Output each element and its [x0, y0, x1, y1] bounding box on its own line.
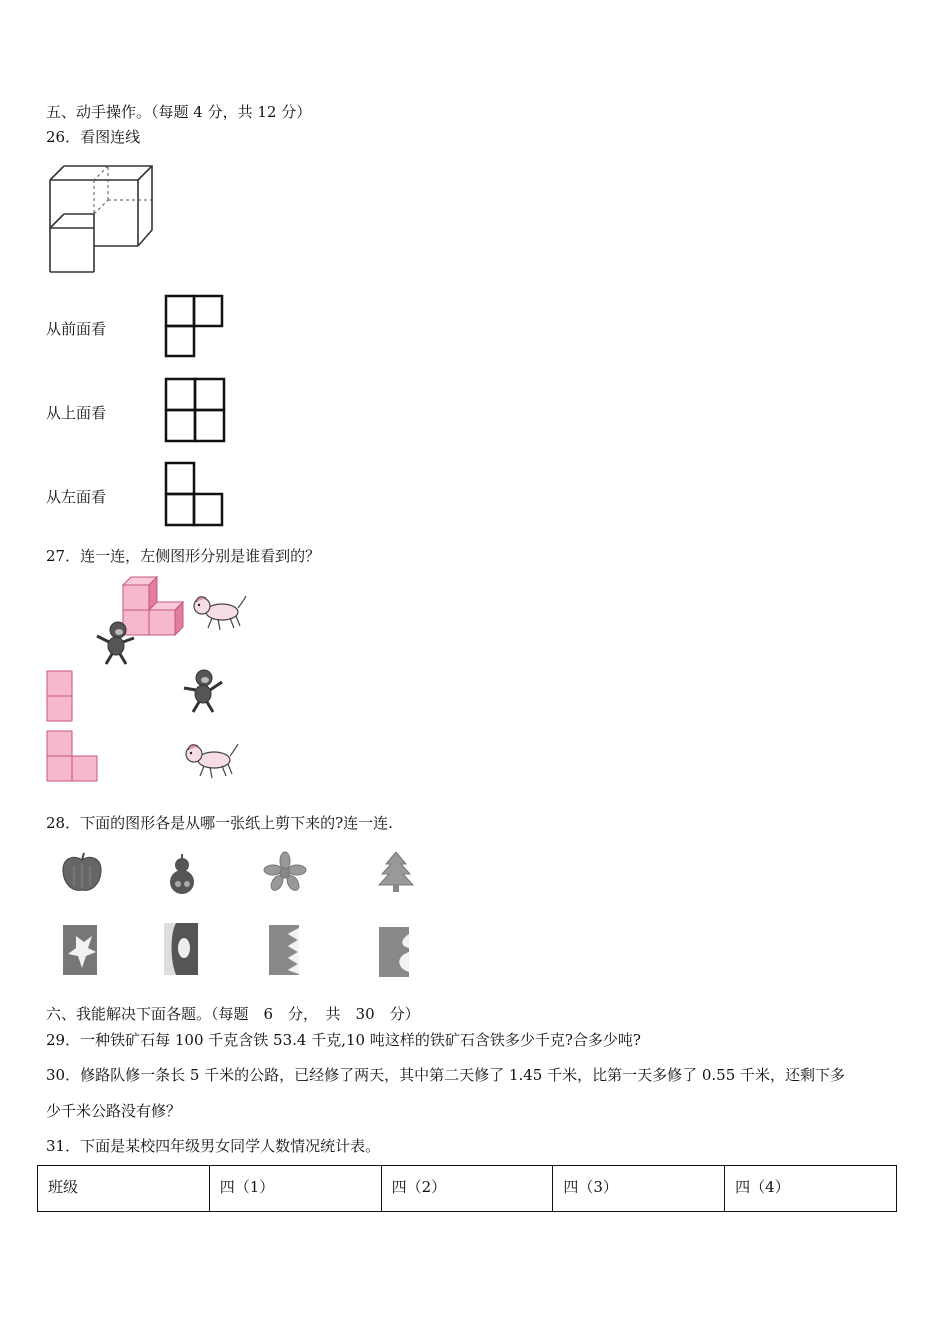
- q30-text-line2: 少千米公路没有修？: [46, 1102, 182, 1120]
- view-shape-left: [164, 461, 224, 527]
- q26-title: 26．看图连线: [46, 128, 141, 146]
- dog-icon: [182, 738, 240, 780]
- student-stats-table: [37, 1165, 897, 1212]
- paper-round-bite-icon: [378, 926, 414, 978]
- gourd-cutout-icon: [162, 852, 202, 896]
- table-header-cell: 班级: [38, 1166, 210, 1212]
- table-header-cell: 四（3）: [553, 1166, 725, 1212]
- answer-shape-l: [46, 730, 100, 782]
- section6-heading: 六、我能解决下面各题。（每题 6 分， 共 30 分）: [46, 1005, 420, 1023]
- apple-cutout-icon: [60, 852, 104, 894]
- monkey-icon: [92, 620, 138, 666]
- table-header-cell: 四（4）: [725, 1166, 897, 1212]
- table-header-row: [38, 1166, 897, 1212]
- view-label-front: 从前面看: [46, 320, 107, 338]
- q30-text-line1: 30．修路队修一条长 5 千米的公路，已经修了两天，其中第二天修了 1.45 千米，比第一天多修了 0.55 千米，还剩下多: [46, 1066, 846, 1084]
- view-shape-top: [164, 377, 226, 443]
- paper-zigzag-cut-icon: [268, 924, 302, 976]
- q26-3d-figure: [46, 160, 158, 276]
- q27-title: 27．连一连，左侧图形分别是谁看到的？: [46, 547, 321, 565]
- section5-heading: 五、动手操作。（每题 4 分，共 12 分）: [46, 103, 312, 121]
- table-header-cell: 四（2）: [381, 1166, 553, 1212]
- tree-cutout-icon: [376, 850, 416, 894]
- monkey-icon: [180, 668, 226, 714]
- q29-text: 29．一种铁矿石每 100 千克含铁 53.4 千克,10 吨这样的铁矿石含铁多少千克?合多少吨?: [46, 1031, 641, 1049]
- answer-shape-column: [46, 670, 74, 722]
- q31-text: 31．下面是某校四年级男女同学人数情况统计表。: [46, 1137, 381, 1155]
- flower-cutout-icon: [262, 852, 308, 892]
- dog-icon: [190, 590, 248, 632]
- paper-leaf-hole-icon: [62, 924, 98, 976]
- view-label-top: 从上面看: [46, 404, 107, 422]
- table-header-cell: 四（1）: [209, 1166, 381, 1212]
- view-label-left: 从左面看: [46, 488, 107, 506]
- q28-title: 28．下面的图形各是从哪一张纸上剪下来的?连一连.: [46, 814, 393, 832]
- view-shape-front: [164, 294, 224, 358]
- paper-circle-cut-icon: [160, 922, 200, 976]
